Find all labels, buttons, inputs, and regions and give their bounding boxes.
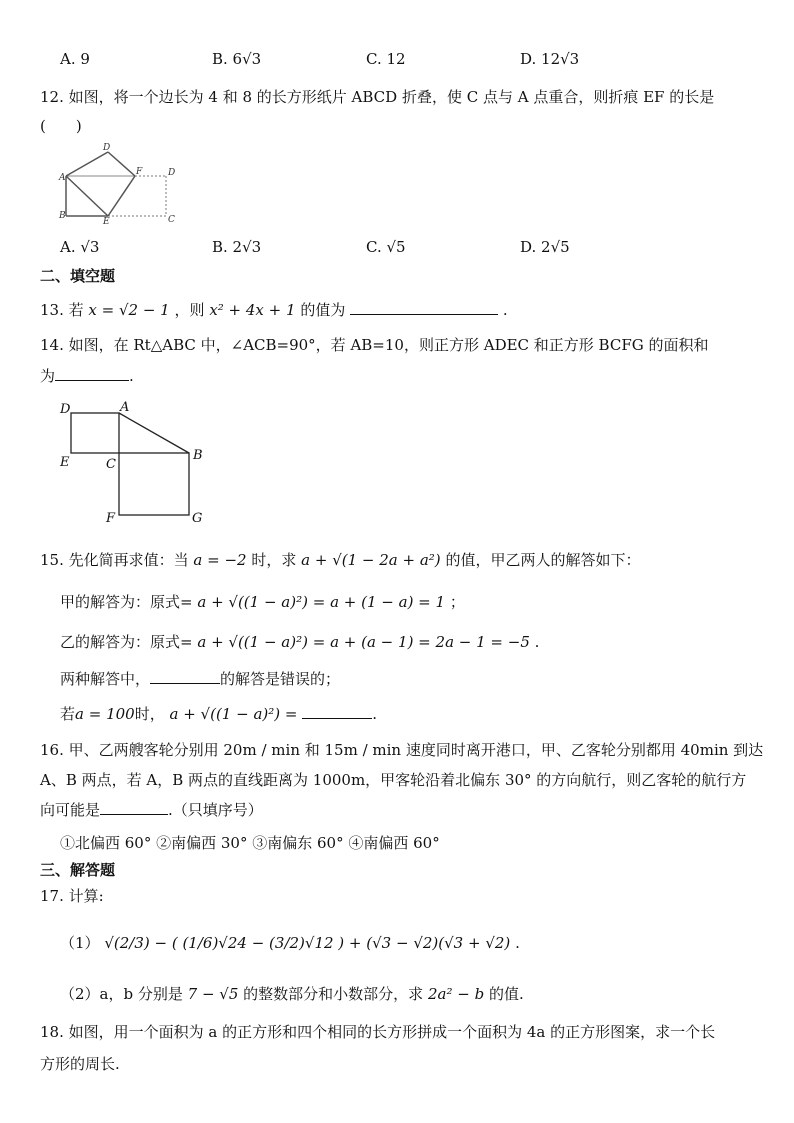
q12-label-a: A bbox=[59, 173, 66, 183]
q15-expression: a + √(1 − 2a + a²) bbox=[301, 551, 441, 569]
q12-label-d: D bbox=[168, 168, 176, 178]
q14-label-e: E bbox=[60, 455, 70, 470]
q17-part2-label: （2）a，b 分别是 bbox=[60, 985, 183, 1003]
q14-label-c: C bbox=[106, 457, 116, 472]
q15-line4-pre: 两种解答中， bbox=[60, 670, 151, 688]
q12-option-c: C. √5 bbox=[366, 238, 406, 256]
q15-line5 bbox=[60, 704, 377, 724]
q15-line1-pre: 15. 先化简再求值：当 bbox=[40, 551, 189, 569]
q17-part1-label: （1） bbox=[60, 934, 100, 952]
q13-expression: x² + 4x + 1 bbox=[209, 301, 296, 319]
q15-a-value: a = −2 bbox=[193, 551, 247, 569]
q11-option-b: B. 6√3 bbox=[212, 50, 262, 68]
q15-wrong-answer-blank[interactable] bbox=[150, 669, 220, 684]
q12-option-b: B. 2√3 bbox=[212, 238, 262, 256]
q15-jia-pre: 甲的解答为：原式 bbox=[60, 593, 181, 611]
q14-label-f: F bbox=[106, 511, 116, 526]
q12-option-a: A. √3 bbox=[60, 238, 100, 256]
q13-answer-blank[interactable] bbox=[350, 300, 498, 315]
q15-line5-val: a = 100 bbox=[75, 705, 135, 723]
q15-yi-pre: 乙的解答为：原式 bbox=[60, 633, 181, 651]
q14-label-g: G bbox=[192, 511, 203, 526]
q15-yi-solution bbox=[60, 632, 539, 652]
q17-part2 bbox=[60, 984, 524, 1004]
q12-label-f: F bbox=[136, 167, 143, 177]
q14-line1: 14. 如图，在 Rt△ABC 中，∠ACB=90°，若 AB=10，则正方形 ADEC 和正方形 BCFG 的面积和 bbox=[40, 336, 709, 354]
q13-line bbox=[40, 300, 508, 320]
q16-line1: 16. 甲、乙两艘客轮分别用 20m / min 和 15m / min 速度同时离开港口，甲、乙客轮分别都用 40min 到达 bbox=[40, 741, 764, 759]
q15-line4 bbox=[60, 669, 340, 689]
section-heading-solve: 三、解答题 bbox=[40, 861, 116, 879]
q12-option-d: D. 2√5 bbox=[520, 238, 570, 256]
q15-line5-end: . bbox=[372, 705, 378, 723]
q17-part2-expr: 2a² − b bbox=[427, 985, 485, 1003]
q17-part2-mid: 的整数部分和小数部分，求 bbox=[243, 985, 424, 1003]
q12-stem: 12. 如图，将一个边长为 4 和 8 的长方形纸片 ABCD 折叠，使 C 点与 A 点重合，则折痕 EF 的长是 bbox=[40, 88, 715, 106]
q13-post: 的值为 bbox=[300, 301, 346, 319]
q17-part1-end: . bbox=[515, 934, 520, 952]
q11-option-a: A. 9 bbox=[60, 50, 90, 68]
q12-label-e: E bbox=[103, 217, 110, 224]
q16-line2: A、B 两点，若 A，B 两点的直线距离为 1000m，甲客轮沿着北偏东 30° 的方向航行，则乙客轮的航行方 bbox=[40, 771, 747, 789]
q15-yi-end: . bbox=[534, 633, 540, 651]
q15-line5-pre: 若 bbox=[60, 705, 76, 723]
q12-folded-rectangle-figure bbox=[56, 140, 186, 224]
q13-pre: 13. 若 bbox=[40, 301, 84, 319]
q17-part2-math: 7 − √5 bbox=[187, 985, 239, 1003]
q11-option-c: C. 12 bbox=[366, 50, 406, 68]
q15-yi-math: = a + √((1 − a)²) = a + (a − 1) = 2a − 1 = −5 bbox=[180, 633, 530, 651]
q11-option-d: D. 12√3 bbox=[520, 50, 580, 68]
q17-part2-end: 的值. bbox=[488, 985, 524, 1003]
q16-line3-post: .（只填序号） bbox=[168, 801, 263, 819]
q16-choices: ①北偏西 60° ②南偏西 30° ③南偏东 60° ④南偏西 60° bbox=[60, 834, 440, 852]
q16-line3-pre: 向可能是 bbox=[40, 801, 101, 819]
q17-title: 17. 计算: bbox=[40, 887, 104, 905]
q18-line2: 方形的周长. bbox=[40, 1055, 120, 1073]
q15-jia-math: = a + √((1 − a)²) = a + (1 − a) = 1 bbox=[180, 593, 446, 611]
q18-line1: 18. 如图，用一个面积为 a 的正方形和四个相同的长方形拼成一个面积为 4a 的正方形图案，求一个长 bbox=[40, 1023, 716, 1041]
q12-label-c: C bbox=[168, 215, 175, 224]
q15-line1 bbox=[40, 550, 640, 570]
q16-line3 bbox=[40, 800, 263, 820]
q14-label-b: B bbox=[193, 448, 203, 463]
q15-line1-post: 的值，甲乙两人的解答如下： bbox=[445, 551, 641, 569]
q12-answer-paren: ( ) bbox=[40, 117, 82, 135]
q14-line2-pre: 为 bbox=[40, 367, 56, 385]
q15-jia-end: ； bbox=[449, 593, 465, 611]
q14-answer-blank[interactable] bbox=[55, 366, 129, 381]
q13-mid: ，则 bbox=[174, 301, 205, 319]
q15-jia-solution bbox=[60, 592, 465, 612]
q13-x-value: x = √2 − 1 bbox=[88, 301, 170, 319]
q15-value-blank[interactable] bbox=[302, 704, 372, 719]
q12-label-b: B bbox=[59, 211, 66, 221]
q14-label-a: A bbox=[120, 400, 130, 415]
q14-line2 bbox=[40, 366, 134, 386]
q12-label-d-top: D bbox=[103, 143, 111, 153]
q15-line4-post: 的解答是错误的； bbox=[220, 670, 341, 688]
q13-end: . bbox=[502, 301, 508, 319]
q14-end: . bbox=[129, 367, 134, 385]
q15-line5-mid: 时， bbox=[134, 705, 165, 723]
q17-part1 bbox=[60, 933, 520, 953]
q14-label-d: D bbox=[60, 402, 71, 417]
section-heading-fill-in: 二、填空题 bbox=[40, 267, 116, 285]
q17-part1-math: √(2/3) − ( (1/6)√24 − (3/2)√12 ) + (√3 − √2)(√3 + √2) bbox=[104, 934, 511, 952]
q16-answer-blank[interactable] bbox=[100, 800, 168, 815]
q15-line1-mid: 时，求 bbox=[251, 551, 297, 569]
q14-squares-triangle-figure bbox=[56, 398, 216, 530]
q15-line5-math: a + √((1 − a)²) = bbox=[169, 705, 298, 723]
